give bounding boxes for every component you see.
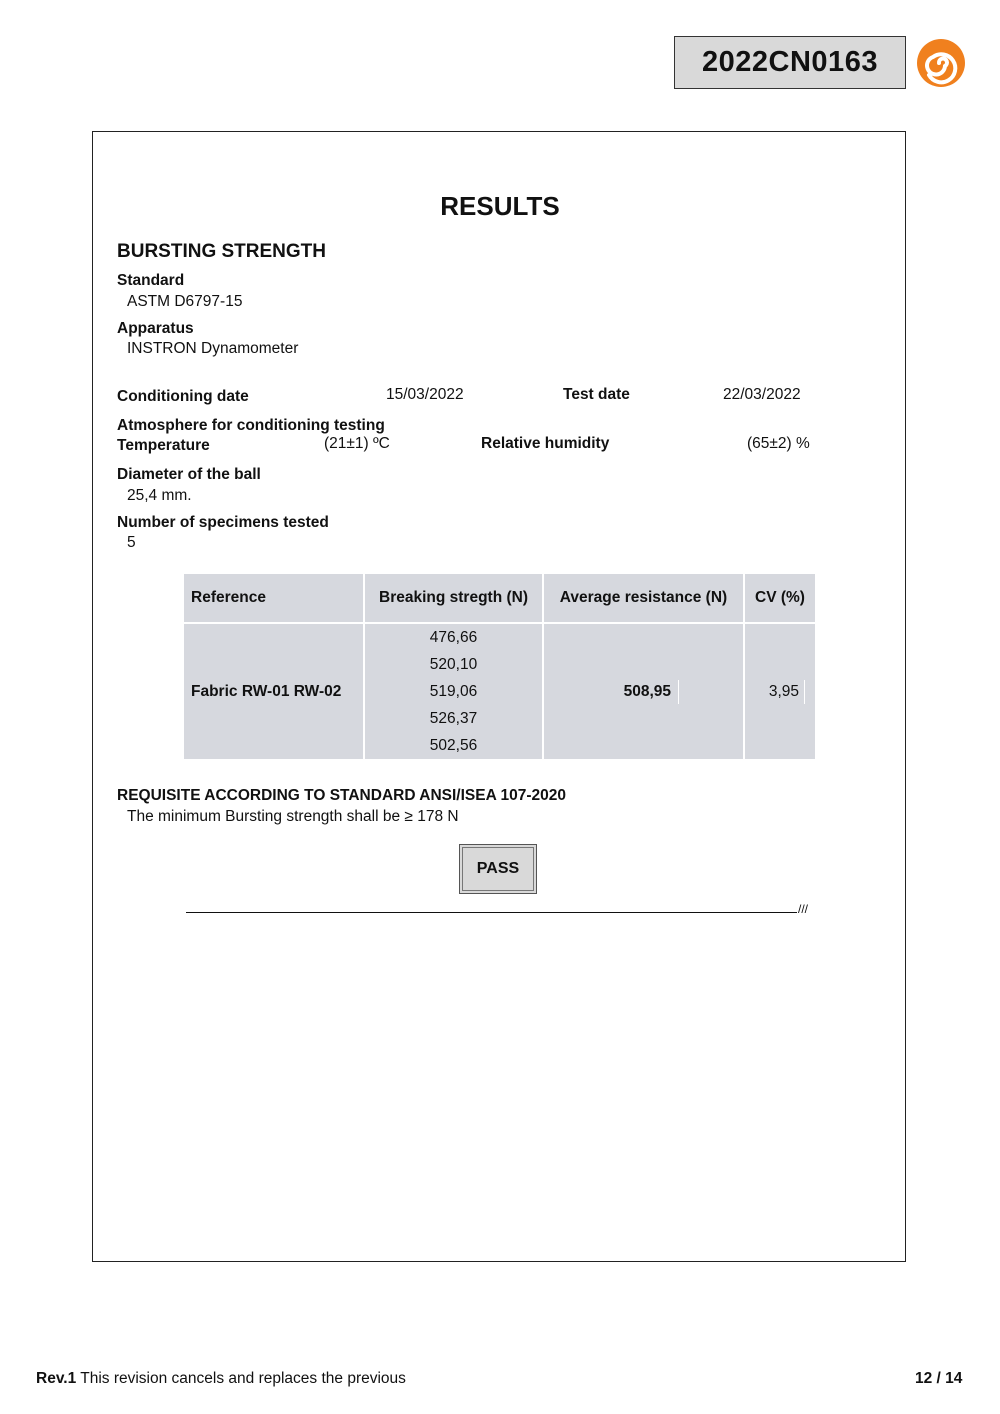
conditioning-date-label: Conditioning date (117, 388, 249, 405)
cv-value: 3,95 (768, 682, 799, 700)
table-header-row (183, 573, 816, 623)
average-value: 508,95 (623, 682, 671, 700)
results-table (182, 572, 817, 761)
breaking-value: 476,66 (429, 629, 478, 646)
ball-diameter-label: Diameter of the ball (117, 466, 261, 483)
reference-cell: Fabric RW-01 RW-02 (183, 623, 364, 760)
report-code-box (674, 36, 906, 89)
footer-revision (36, 1370, 406, 1388)
breaking-value: 526,37 (429, 710, 478, 727)
atmosphere-label: Atmosphere for conditioning testing (117, 417, 385, 434)
page-title: RESULTS (440, 191, 560, 221)
test-date-value: 22/03/2022 (723, 386, 801, 403)
end-line (186, 912, 797, 913)
specimens-label: Number of specimens tested (117, 514, 329, 531)
header-average-resistance: Average resistance (N) (543, 573, 744, 623)
specimens-value: 5 (127, 534, 136, 551)
breaking-values-cell (364, 623, 543, 760)
average-cell (543, 623, 744, 760)
temperature-label: Temperature (117, 437, 210, 454)
standard-label: Standard (117, 272, 185, 289)
apparatus-value: INSTRON Dynamometer (127, 340, 299, 357)
apparatus-label: Apparatus (117, 320, 194, 337)
humidity-label: Relative humidity (481, 435, 610, 452)
breaking-value: 502,56 (429, 737, 478, 754)
page-number: 12 / 14 (915, 1370, 963, 1387)
pass-label: PASS (476, 860, 520, 877)
test-date-label: Test date (563, 386, 630, 403)
requisite-text: The minimum Bursting strength shall be ≥ 178 N (127, 808, 459, 825)
cv-cell (744, 623, 816, 760)
table-row (183, 623, 816, 760)
temperature-value: (21±1) ºC (324, 435, 390, 452)
report-code: 2022CN0163 (702, 46, 878, 78)
standard-value: ASTM D6797-15 (127, 293, 243, 310)
end-mark: /// (798, 902, 809, 916)
orange-spiral-icon (914, 38, 968, 88)
humidity-value: (65±2) % (747, 435, 810, 452)
ball-diameter-value: 25,4 mm. (127, 487, 192, 504)
cell-divider (678, 680, 679, 704)
header-breaking-strength: Breaking stregth (N) (364, 573, 543, 623)
breaking-value: 520,10 (429, 656, 478, 673)
revision-text: This revision cancels and replaces the previous (76, 1370, 406, 1387)
header-cv: CV (%) (744, 573, 816, 623)
cell-divider (804, 680, 805, 704)
pass-badge (459, 844, 537, 894)
revision-label: Rev.1 (36, 1370, 77, 1387)
header-reference: Reference (183, 573, 364, 623)
requisite-title: REQUISITE ACCORDING TO STANDARD ANSI/ISEA 107-2020 (117, 787, 567, 804)
breaking-value: 519,06 (429, 683, 478, 700)
section-title: BURSTING STRENGTH (117, 241, 326, 262)
conditioning-date-value: 15/03/2022 (386, 386, 464, 403)
